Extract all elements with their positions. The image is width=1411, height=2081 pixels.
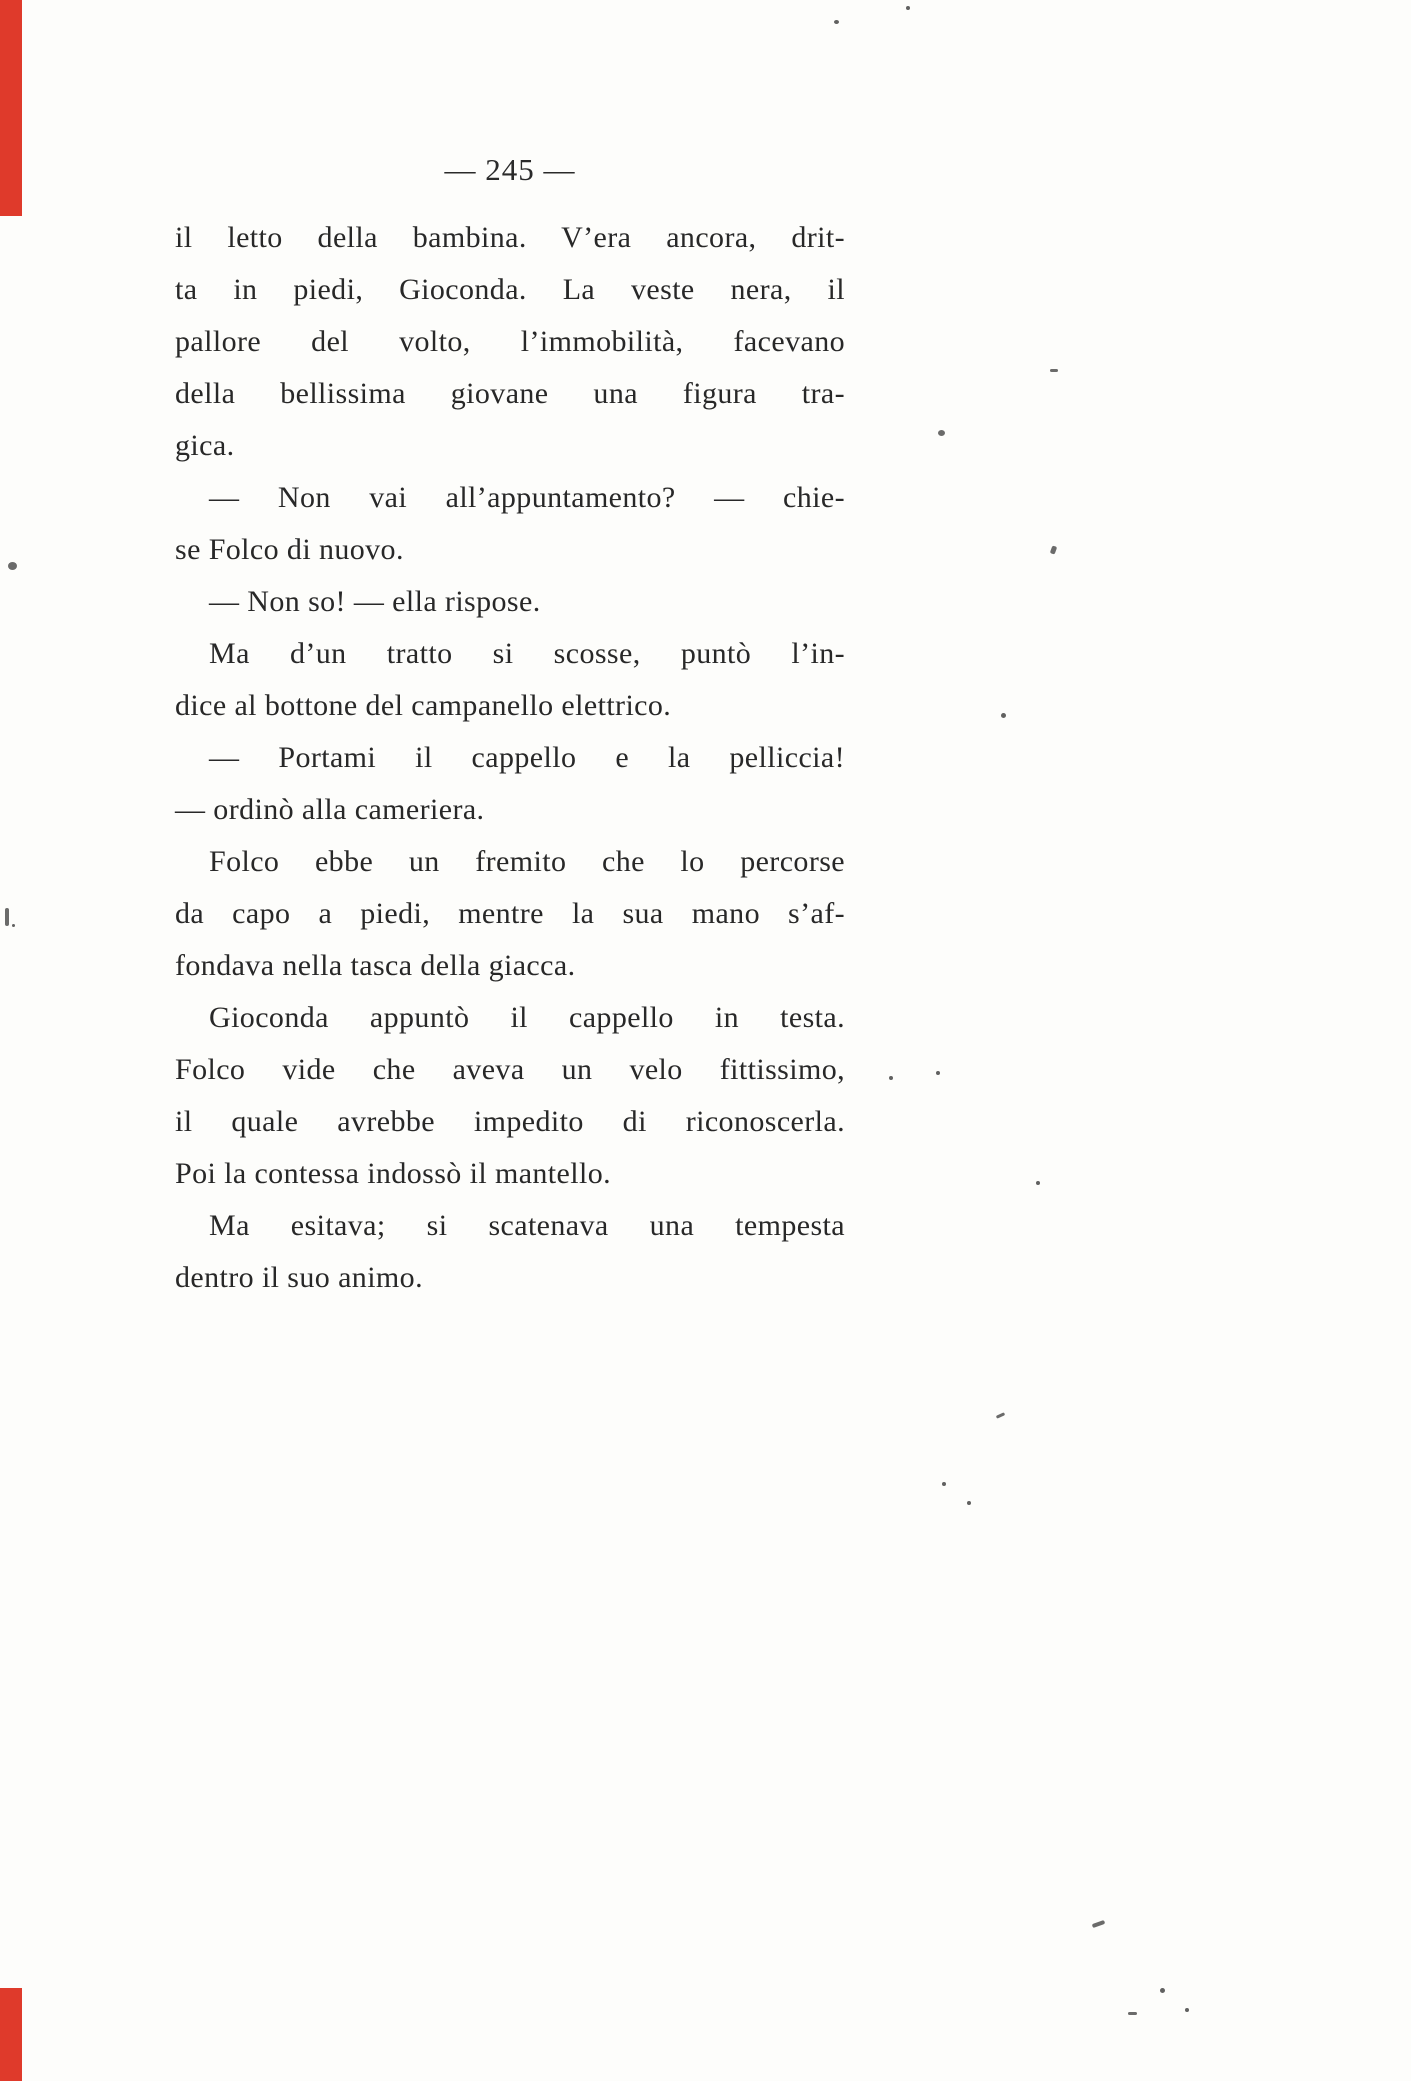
text-line: se Folco di nuovo. (175, 533, 404, 566)
text-line: — Non so! — ella rispose. (209, 585, 541, 618)
text-line: Ma d’un tratto si scosse, puntò l’in- (209, 637, 845, 670)
scan-speck (942, 1482, 946, 1486)
text-line: dentro il suo animo. (175, 1261, 423, 1294)
text-line: ta in piedi, Gioconda. La veste nera, il (175, 273, 845, 306)
text-line: pallore del volto, l’immobilità, facevano (175, 325, 845, 358)
text-line: gica. (175, 429, 235, 462)
scan-speck (8, 562, 17, 570)
text-line: Ma esitava; si scatenava una tempesta (209, 1209, 845, 1242)
scan-speck (938, 430, 945, 436)
scan-speck (834, 20, 839, 24)
scan-speck (1050, 545, 1057, 554)
scan-speck (12, 924, 15, 927)
scan-speck (1036, 1181, 1040, 1185)
scan-speck (936, 1071, 940, 1075)
text-line: Folco vide che aveva un velo fittissimo, (175, 1053, 845, 1086)
red-margin-strip-bottom (0, 1988, 22, 2081)
text-line: della bellissima giovane una figura tra- (175, 377, 845, 410)
scan-speck (5, 908, 9, 926)
text-line: il letto della bambina. V’era ancora, drit- (175, 221, 845, 254)
text-line: Gioconda appuntò il cappello in testa. (209, 1001, 845, 1034)
scan-speck (1050, 369, 1058, 372)
text-line: da capo a piedi, mentre la sua mano s’af- (175, 897, 845, 930)
scan-speck (967, 1501, 971, 1505)
scan-speck (996, 1412, 1005, 1419)
text-line: — Non vai all’appuntamento? — chie- (209, 481, 845, 514)
text-line: dice al bottone del campanello elettrico. (175, 689, 672, 722)
text-line: Poi la contessa indossò il mantello. (175, 1157, 612, 1190)
red-margin-strip-top (0, 0, 22, 216)
text-line: il quale avrebbe impedito di riconoscerla. (175, 1105, 845, 1138)
scan-speck (1185, 2008, 1189, 2012)
text-line: Folco ebbe un fremito che lo percorse (209, 845, 845, 878)
scan-speck (1001, 713, 1006, 718)
text-line: — Portami il cappello e la pelliccia! (209, 741, 845, 774)
page-number: — 245 — (444, 152, 576, 187)
scan-speck (906, 6, 910, 10)
text-line: — ordinò alla cameriera. (175, 793, 485, 826)
scan-speck (1128, 2012, 1137, 2015)
text-line: fondava nella tasca della giacca. (175, 949, 576, 982)
scan-speck (1160, 1988, 1165, 1993)
page-text (175, 212, 845, 1304)
scan-speck (889, 1076, 893, 1080)
scan-speck (1092, 1920, 1106, 1928)
